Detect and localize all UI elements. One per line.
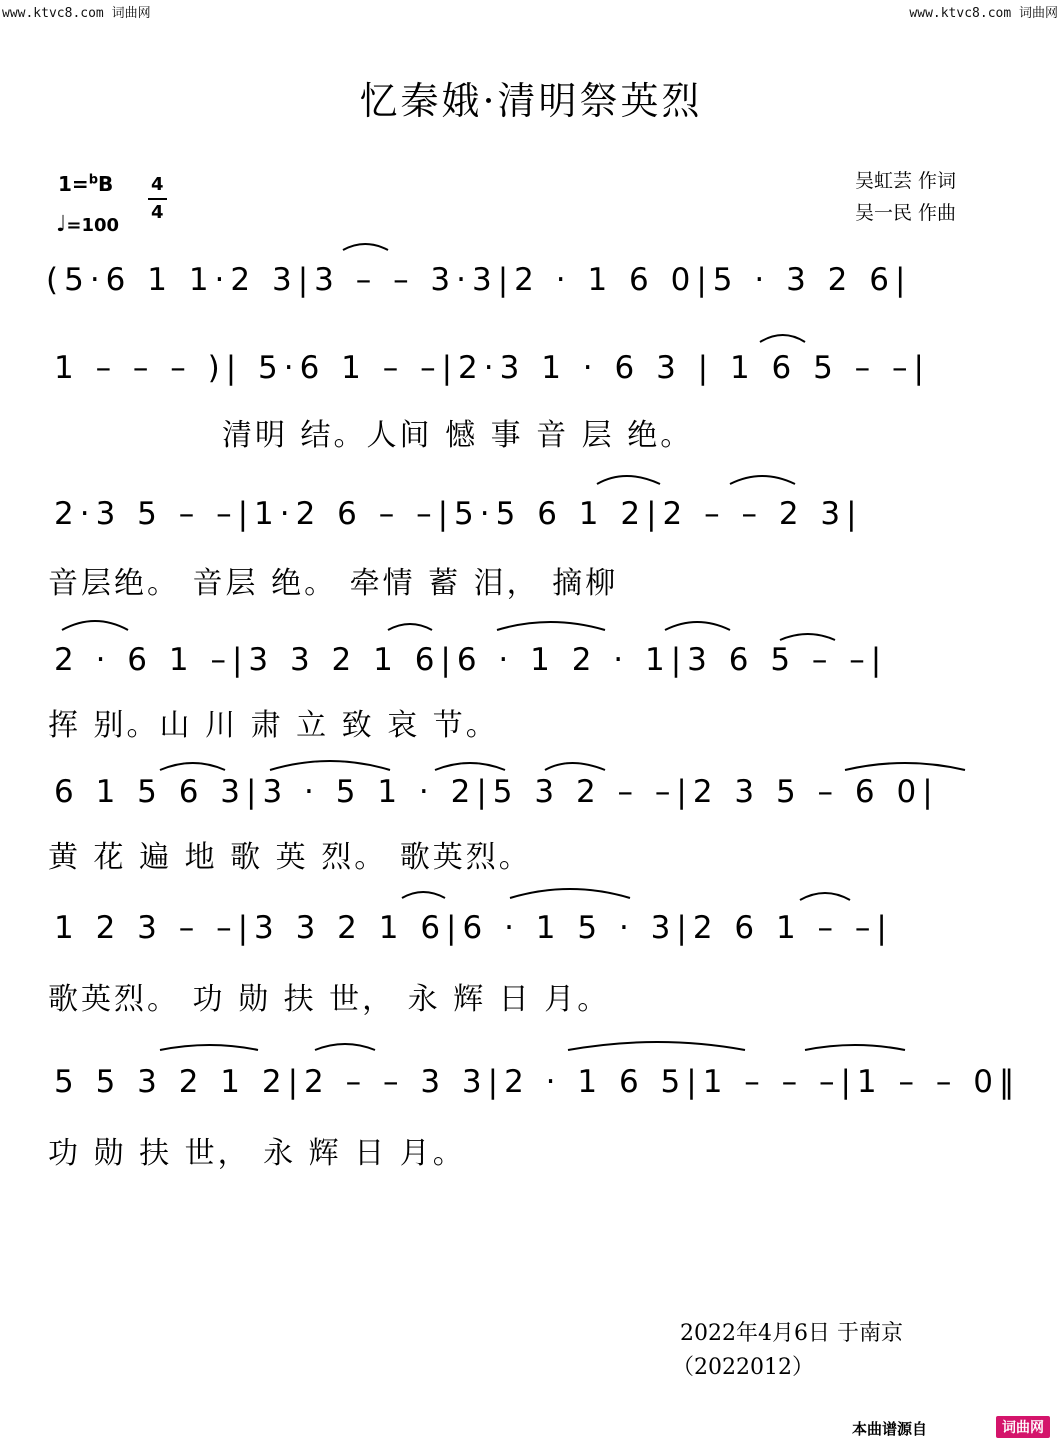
lyric-line-6: 歌英烈。 功 勋 扶 世， 永 辉 日 月。 bbox=[48, 982, 611, 1017]
composition-date: 2022年4月6日 于南京 bbox=[680, 1321, 903, 1346]
slur-arc bbox=[160, 1045, 258, 1050]
slur-arc bbox=[760, 335, 805, 342]
notation-line-2: 1 – – – )| 5·6 1 – –|2·3 1 · 6 3 | 1 6 5 – –| bbox=[54, 350, 930, 386]
slur-arc bbox=[665, 622, 730, 630]
composer-credit: 吴一民 作曲 bbox=[855, 202, 957, 224]
slur-arc bbox=[510, 889, 630, 898]
site-watermark-left[interactable]: www.ktvc8.com 词曲网 bbox=[2, 6, 151, 21]
quarter-note-icon: ♩ bbox=[56, 212, 67, 237]
slur-arc bbox=[343, 244, 388, 250]
slur-arc bbox=[545, 763, 605, 770]
notation-line-3: 2·3 5 – –|1·2 6 – –|5·5 6 1 2|2 – – 2 3| bbox=[54, 496, 863, 532]
slur-arc bbox=[568, 1042, 745, 1050]
lyric-line-2: 清明 结。人间 憾 事 音 层 绝。 bbox=[222, 418, 694, 453]
slur-arc bbox=[435, 763, 505, 770]
source-label: 本曲谱源自 bbox=[852, 1420, 928, 1438]
notation-line-5: 6 1 5 6 3|3 · 5 1 · 2|5 3 2 – –|2 3 5 – 6 0| bbox=[54, 774, 939, 810]
slur-arc bbox=[497, 622, 605, 630]
slur-arc bbox=[800, 893, 850, 900]
slur-arc bbox=[402, 892, 445, 898]
lyric-line-3: 音层绝。 音层 绝。 牵情 蓄 泪， 摘柳 bbox=[48, 566, 619, 601]
slur-arc bbox=[315, 1044, 375, 1050]
slur-arc bbox=[270, 761, 390, 770]
time-bottom: 4 bbox=[151, 202, 164, 223]
notation-line-6: 1 2 3 – –|3 3 2 1 6|6 · 1 5 · 3|2 6 1 – –| bbox=[54, 910, 893, 946]
site-watermark-right[interactable]: www.ktvc8.com 词曲网 bbox=[909, 6, 1058, 21]
slur-arc bbox=[597, 476, 660, 484]
key-label: 1= bbox=[58, 172, 89, 196]
score-code: （2022012） bbox=[672, 1355, 814, 1380]
slur-arc bbox=[780, 634, 835, 640]
notation-line-7: 5 5 3 2 1 2|2 – – 3 3|2 · 1 6 5|1 – – –|1 – – 0‖ bbox=[54, 1064, 1021, 1100]
score-title: 忆秦娥·清明祭英烈 bbox=[359, 79, 703, 123]
slur-arc bbox=[388, 624, 432, 630]
lyric-line-4: 挥 别。山 川 肃 立 致 哀 节。 bbox=[48, 708, 499, 743]
slur-arc bbox=[160, 763, 225, 770]
key-note: B bbox=[98, 172, 114, 196]
lyric-line-7: 功 勋 扶 世， 永 辉 日 月。 bbox=[48, 1136, 466, 1171]
tempo-value: =100 bbox=[66, 215, 120, 236]
slur-arc bbox=[730, 476, 795, 484]
site-logo[interactable]: 词曲网 bbox=[996, 1416, 1050, 1438]
lyricist-credit: 吴虹芸 作词 bbox=[855, 170, 957, 192]
slur-arc bbox=[845, 763, 965, 770]
notation-line-1: (5·6 1 1·2 3|3 – – 3·3|2 · 1 6 0|5 · 3 2 6| bbox=[46, 262, 912, 298]
slur-arc bbox=[805, 1045, 905, 1050]
time-top: 4 bbox=[148, 172, 167, 200]
notation-line-4: 2 · 6 1 –|3 3 2 1 6|6 · 1 2 · 1|3 6 5 – –| bbox=[54, 642, 888, 678]
slur-arc bbox=[62, 621, 128, 630]
flat-sign: b bbox=[88, 172, 98, 188]
lyric-line-5: 黄 花 遍 地 歌 英 烈。 歌英烈。 bbox=[48, 840, 532, 875]
